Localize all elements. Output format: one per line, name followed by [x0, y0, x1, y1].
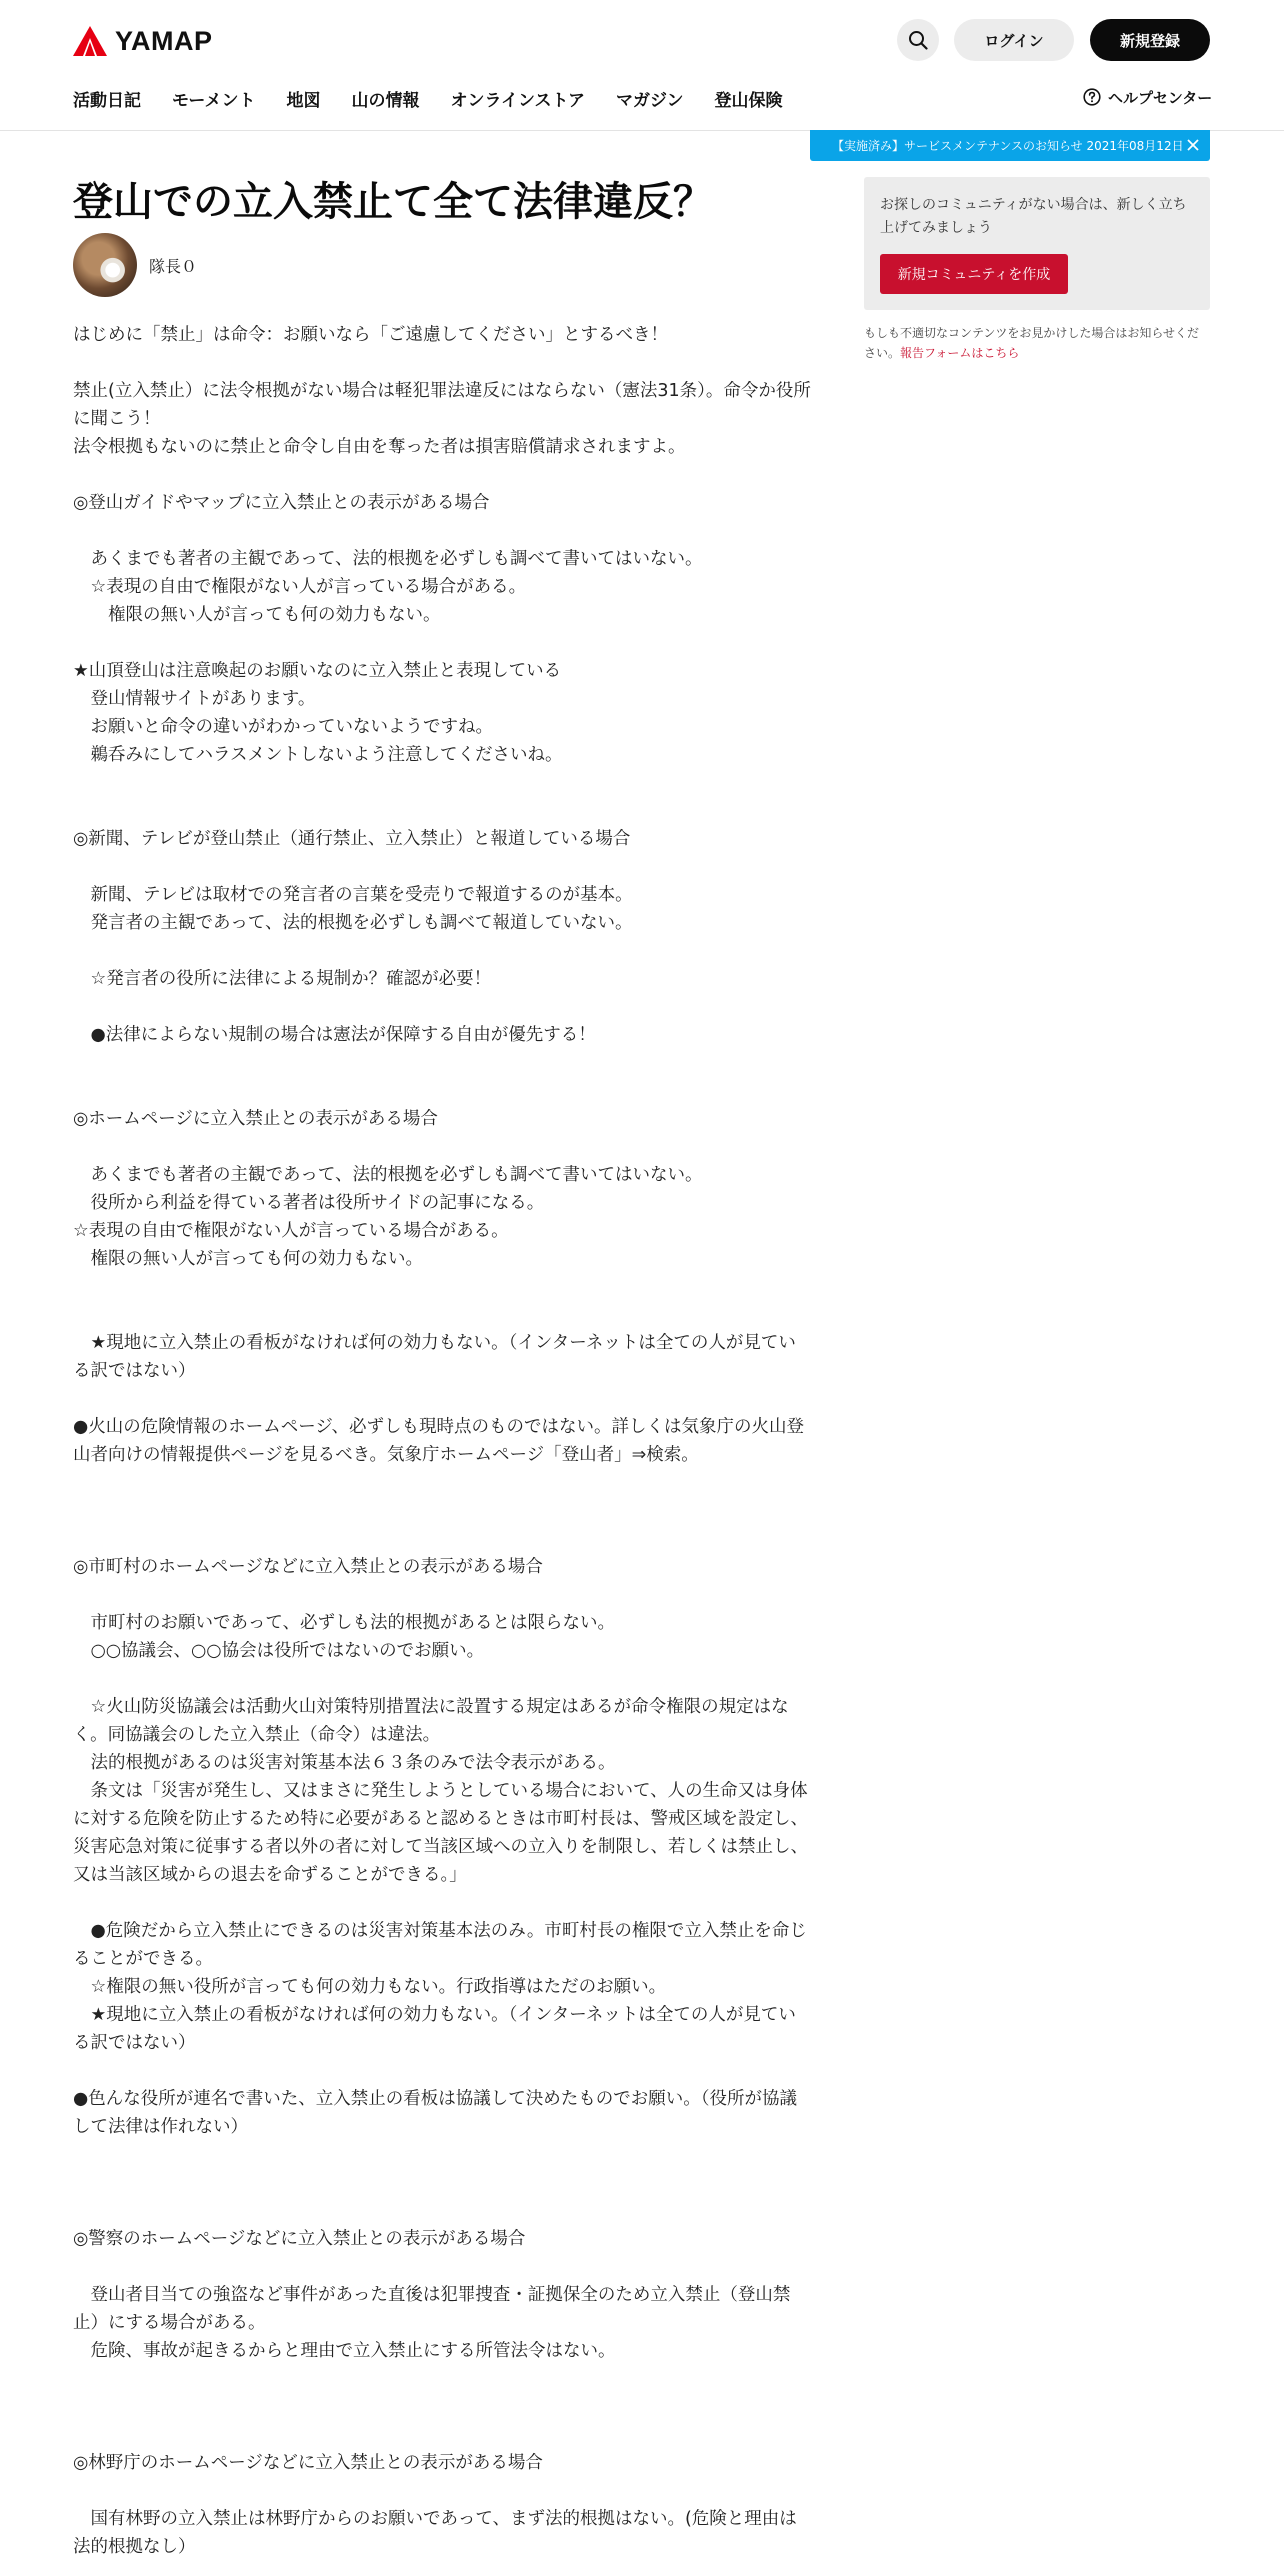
nav-item-magazine[interactable]: マガジン — [615, 91, 684, 111]
close-icon — [1187, 139, 1199, 151]
community-suggestion-box — [864, 177, 1210, 310]
author-avatar[interactable] — [73, 233, 137, 297]
nav-item-online-store[interactable]: オンラインストア — [450, 91, 585, 111]
nav-item-insurance[interactable]: 登山保険 — [714, 91, 783, 111]
create-community-button[interactable]: 新規コミュニティを作成 — [880, 254, 1068, 294]
yamap-mountain-logo-icon — [73, 26, 107, 56]
maintenance-notice-banner[interactable] — [810, 130, 1210, 161]
article-title: 登山での立入禁止て全て法律違反？ — [73, 179, 713, 225]
report-form-link[interactable]: 報告フォームはこちら — [900, 346, 1020, 360]
nav-item-moments[interactable]: モーメント — [172, 91, 256, 111]
main-nav — [73, 86, 814, 110]
community-suggestion-text: お探しのコミュニティがない場合は、新しく立ち上げてみましょう — [880, 197, 1187, 236]
author-name[interactable]: 隊長０ — [149, 256, 198, 276]
nav-item-mountain-info[interactable]: 山の情報 — [351, 91, 420, 111]
help-circle-icon — [1083, 88, 1101, 106]
help-center-label: ヘルプセンター — [1108, 88, 1213, 107]
report-notice — [864, 323, 1210, 363]
login-button[interactable]: ログイン — [954, 19, 1074, 61]
notice-close-button[interactable] — [1182, 134, 1204, 156]
article-body: はじめに「禁止」は命令：お願いなら「ご遠慮してください」とするべき！ 禁止(立入禁止）に法令根拠がない場合は軽犯罪法違反にはならない（憲法31条）。命令か役所に聞こう！ 法令根拠もないのに禁止と命令し自由を奪った者は損害賠償請求されますよ。 ◎登山ガイドやマップに立入禁止との表示がある場合 あくまでも著者の主観であって、法的根拠を必ずしも調べて書いてはいない。 ☆表現の自由で権限がない人が言っている場合がある。 権限の無い人が言っても何の効力もない。 ★山頂登山は注意喚起のお願いなのに立入禁止と表現している 登山情報サイトがあります。 お願いと命令の違いがわかっていないようですね。 鵜呑みにしてハラスメントしないよう注意してくださいね。 ◎新聞、テレビが登山禁止（通行禁止、立入禁止）と報道している場合 新聞、テレビは取材での発言者の言葉を受売りで報道するのが基本。 発言者の主観であって、法的根拠を必ずしも調べて報道していない。 ☆発言者の役所に法律による規制か？確認が必要！ ●法律によらない規制の場合は憲法が保障する自由が優先する！ ◎ホームページに立入禁止との表示がある場合 あくまでも著者の主観であって、法的根拠を必ずしも調べて書いてはいない。 役所から利益を得ている著者は役所サイドの記事になる。 ☆表現の自由で権限がない人が言っている場合がある。 権限の無い人が言っても何の効力もない。 ★現地に立入禁止の看板がなければ何の効力もない。（インターネットは全ての人が見ている訳ではない） ●火山の危険情報のホームページ、必ずしも現時点のものではない。詳しくは気象庁の火山登山者向けの情報提供ページを見るべき。気象庁ホームページ「登山者」⇒検索。 ◎市町村のホームページなどに立入禁止との表示がある場合 市町村のお願いであって、必ずしも法的根拠があるとは限らない。 ○○協議会、○○協会は役所ではないのでお願い。 ☆火山防災協議会は活動火山対策特別措置法に設置する規定はあるが命令権限の規定はなく。同協議会のした立入禁止（命令）は違法。 法的根拠があるのは災害対策基本法６３条のみで法令表示がある。 条文は「災害が発生し、又はまさに発生しようとしている場合において、人の生命又は身体に対する危険を防止するため特に必要があると認めるときは市町村長は、警戒区域を設定し、災害応急対策に従事する者以外の者に対して当該区域への立入りを制限し、若しくは禁止し、又は当該区域からの退去を命ずることができる。」 ●危険だから立入禁止にできるのは災害対策基本法のみ。市町村長の権限で立入禁止を命じることができる。 ☆権限の無い役所が言っても何の効力もない。行政指導はただのお願い。 ★現地に立入禁止の看板がなければ何の効力もない。（インターネットは全ての人が見ている訳ではない） ●色んな役所が連名で書いた、立入禁止の看板は協議して決めたものでお願い。（役所が協議して法律は作れない） ◎警察のホームページなどに立入禁止との表示がある場合 登山者目当ての強盗など事件があった直後は犯罪捜査・証拠保全のため立入禁止（登山禁止）にする場合がある。 危険、事故が起きるからと理由で立入禁止にする所管法令はない。 ◎林野庁のホームページなどに立入禁止との表示がある場合 国有林野の立入禁止は林野庁からのお願いであって、まず法的根拠はない。(危険と理由は法的根拠なし） — [73, 325, 811, 2557]
search-button[interactable] — [897, 19, 939, 61]
logo-text: YAMAP — [115, 25, 213, 56]
site-logo[interactable] — [73, 24, 213, 58]
help-center-link[interactable] — [1083, 85, 1212, 109]
site-header — [0, 0, 1284, 131]
report-text: もしも不適切なコンテンツをお見かけした場合はお知らせください。 — [864, 326, 1200, 360]
search-icon — [908, 30, 928, 50]
signup-button[interactable]: 新規登録 — [1090, 19, 1210, 61]
author-info[interactable] — [73, 233, 197, 297]
nav-item-map[interactable]: 地図 — [286, 91, 321, 111]
nav-item-activity-diary[interactable]: 活動日記 — [73, 91, 141, 111]
notice-text: 【実施済み】サービスメンテナンスのお知らせ 2021年08月12日 — [832, 139, 1184, 153]
